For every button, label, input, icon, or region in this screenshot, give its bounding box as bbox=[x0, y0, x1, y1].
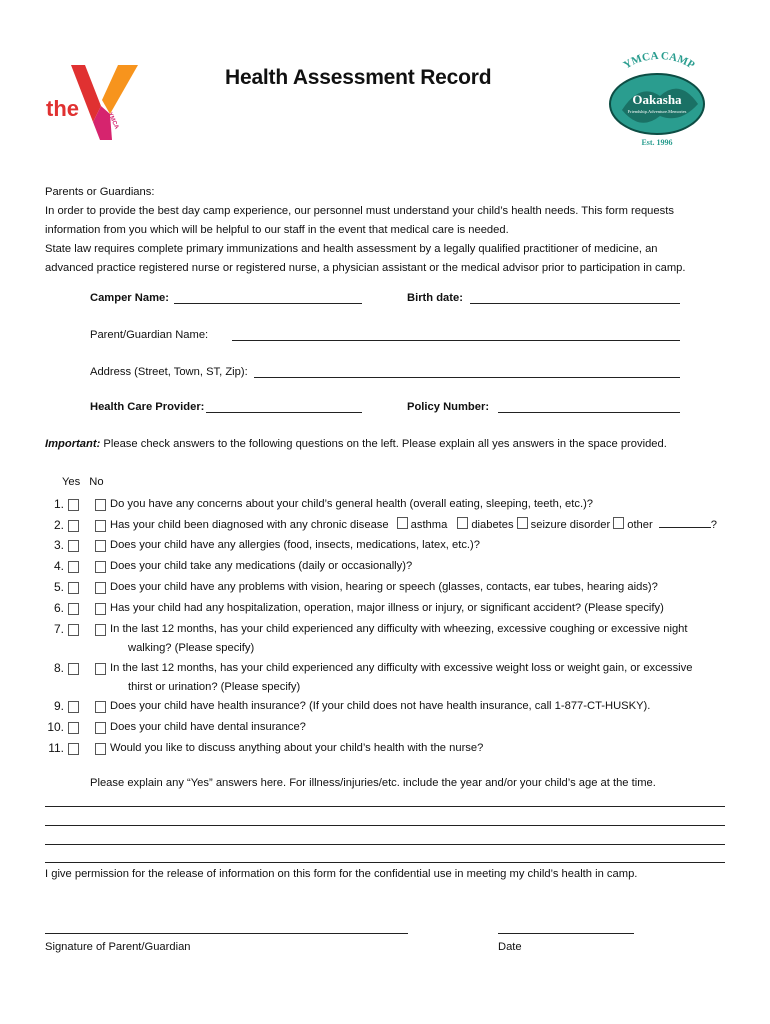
camp-logo bbox=[600, 52, 715, 152]
svg-text:YMCA CAMP bbox=[621, 52, 696, 72]
yes-column-label: Yes bbox=[62, 476, 81, 488]
explain-instructions: Please explain any “Yes” answers here. For illness/injuries/etc. include the year and/or your child’s age at the time. bbox=[90, 777, 656, 789]
question-text-continued: thirst or urination? (Please specify) bbox=[128, 681, 301, 693]
no-checkbox[interactable] bbox=[95, 540, 106, 552]
yes-checkbox[interactable] bbox=[68, 701, 79, 713]
question-text: In the last 12 months, has your child experienced any difficulty with wheezing, excessive coughing or excessive night bbox=[110, 623, 688, 635]
explain-line-2[interactable] bbox=[45, 825, 725, 826]
policy-label: Policy Number: bbox=[407, 401, 490, 413]
signature-label: Signature of Parent/Guardian bbox=[45, 941, 191, 953]
no-checkbox[interactable] bbox=[95, 701, 106, 713]
logo-arc-text: YMCA CAMP bbox=[621, 52, 697, 72]
no-checkbox[interactable] bbox=[95, 663, 106, 675]
yes-checkbox[interactable] bbox=[68, 743, 79, 755]
intro-line-2: information from you which will be helpful to our staff in the event that medical care is needed. bbox=[45, 224, 509, 236]
signature-field[interactable] bbox=[45, 933, 408, 934]
question-number: 2. bbox=[53, 518, 64, 532]
question-text: Does your child have any problems with vision, hearing or speech (glasses, contacts, ear tubes, hearing aids)? bbox=[110, 581, 658, 593]
parent-name-field[interactable] bbox=[232, 340, 680, 341]
question-text: In the last 12 months, has your child experienced any difficulty with excessive weight loss or weight gain, or excessive bbox=[110, 662, 693, 674]
intro-line-1: In order to provide the best day camp experience, our personnel must understand your child’s health needs. This form requests bbox=[45, 205, 674, 217]
no-checkbox[interactable] bbox=[95, 603, 106, 615]
yes-checkbox[interactable] bbox=[68, 540, 79, 552]
question-text: Do you have any concerns about your child’s general health (overall eating, sleeping, teeth, etc.)? bbox=[110, 498, 594, 510]
provider-label: Health Care Provider: bbox=[90, 401, 205, 413]
no-checkbox[interactable] bbox=[95, 722, 106, 734]
logo-vertical-text: YMCA bbox=[106, 111, 120, 131]
no-checkbox[interactable] bbox=[95, 499, 106, 511]
intro-paragraph bbox=[45, 183, 735, 278]
no-checkbox[interactable] bbox=[95, 624, 106, 636]
question-number: 6. bbox=[53, 601, 64, 615]
no-checkbox[interactable] bbox=[95, 743, 106, 755]
logo-camp-name: Oakasha bbox=[632, 92, 682, 107]
yes-checkbox[interactable] bbox=[68, 582, 79, 594]
yes-checkbox[interactable] bbox=[68, 520, 79, 532]
question-number: 4. bbox=[53, 559, 64, 573]
address-label: Address (Street, Town, ST, Zip): bbox=[90, 366, 248, 378]
date-field[interactable] bbox=[498, 933, 634, 934]
policy-field[interactable] bbox=[498, 412, 680, 413]
address-field[interactable] bbox=[254, 377, 680, 378]
important-note bbox=[45, 438, 667, 450]
asthma-checkbox[interactable] bbox=[397, 517, 408, 529]
yes-checkbox[interactable] bbox=[68, 624, 79, 636]
diabetes-checkbox[interactable] bbox=[457, 517, 468, 529]
question-number: 8. bbox=[53, 661, 64, 675]
question-text-continued: walking? (Please specify) bbox=[128, 642, 255, 654]
question-number: 7. bbox=[53, 622, 64, 636]
logo-tagline: Friendship.Adventure.Memories bbox=[627, 109, 687, 114]
question-text: Does your child have any allergies (food, insects, medications, latex, etc.)? bbox=[110, 539, 480, 551]
yes-checkbox[interactable] bbox=[68, 499, 79, 511]
other-specify-field[interactable] bbox=[659, 517, 711, 528]
camper-name-label: Camper Name: bbox=[90, 292, 169, 304]
question-number: 10. bbox=[47, 720, 64, 734]
explain-line-3[interactable] bbox=[45, 844, 725, 845]
yes-checkbox[interactable] bbox=[68, 603, 79, 615]
explain-line-4[interactable] bbox=[45, 862, 725, 863]
question-text: Has your child had any hospitalization, operation, major illness or injury, or significant accident? (Please specify) bbox=[110, 602, 664, 614]
intro-line-4: advanced practice registered nurse or registered nurse, a physician assistant or the medical advisor prior to participation in camp. bbox=[45, 262, 686, 274]
seizure-checkbox[interactable] bbox=[517, 517, 528, 529]
yes-checkbox[interactable] bbox=[68, 722, 79, 734]
question-text: Does your child have health insurance? (If your child does not have health insurance, call 1-877-CT-HUSKY). bbox=[110, 700, 651, 712]
question-text: Does your child take any medications (daily or occasionally)? bbox=[110, 560, 413, 572]
parent-name-label: Parent/Guardian Name: bbox=[90, 329, 209, 341]
page-title: Health Assessment Record bbox=[225, 66, 492, 89]
question-text: Does your child have dental insurance? bbox=[110, 721, 306, 733]
no-checkbox[interactable] bbox=[95, 561, 106, 573]
camp-oakasha-logo-icon bbox=[600, 52, 715, 152]
question-text: Has your child been diagnosed with any chronic disease asthma diabetes seizure disorder other ? bbox=[110, 519, 717, 531]
no-checkbox[interactable] bbox=[95, 582, 106, 594]
logo-the-text: the bbox=[46, 96, 79, 121]
yes-checkbox[interactable] bbox=[68, 561, 79, 573]
birth-date-field[interactable] bbox=[470, 303, 680, 304]
birth-date-label: Birth date: bbox=[407, 292, 463, 304]
provider-field[interactable] bbox=[206, 412, 362, 413]
permission-statement: I give permission for the release of information on this form for the confidential use in meeting my child’s health in camp. bbox=[45, 868, 638, 880]
other-checkbox[interactable] bbox=[613, 517, 624, 529]
ymca-logo bbox=[44, 60, 144, 146]
important-label: Important: bbox=[45, 438, 101, 450]
intro-greeting: Parents or Guardians: bbox=[45, 186, 155, 198]
question-number: 9. bbox=[53, 699, 64, 713]
yes-no-header bbox=[62, 476, 113, 488]
question-number: 1. bbox=[53, 497, 64, 511]
question-text: Would you like to discuss anything about your child’s health with the nurse? bbox=[110, 742, 484, 754]
intro-line-3: State law requires complete primary immunizations and health assessment by a legally qualified practitioner of medicine, an bbox=[45, 243, 658, 255]
yes-checkbox[interactable] bbox=[68, 663, 79, 675]
date-label: Date bbox=[498, 941, 522, 953]
important-text: Please check answers to the following questions on the left. Please explain all yes answers in the space provided. bbox=[100, 438, 667, 450]
logo-est: Est. 1996 bbox=[641, 138, 673, 147]
explain-line-1[interactable] bbox=[45, 806, 725, 807]
no-column-label: No bbox=[89, 476, 104, 488]
camper-name-field[interactable] bbox=[174, 303, 362, 304]
question-number: 5. bbox=[53, 580, 64, 594]
question-number: 11. bbox=[48, 741, 64, 755]
no-checkbox[interactable] bbox=[95, 520, 106, 532]
question-number: 3. bbox=[53, 538, 64, 552]
